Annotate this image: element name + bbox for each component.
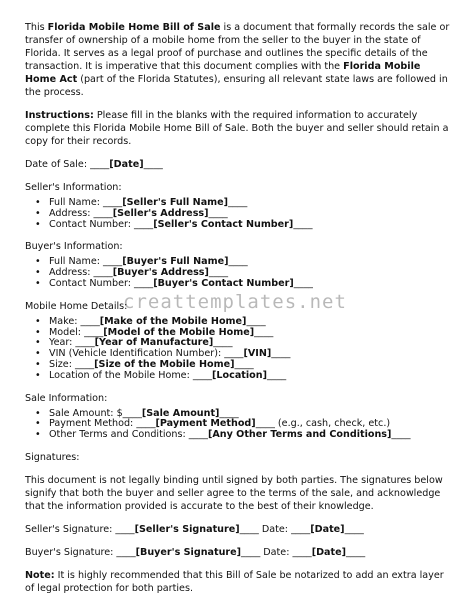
item-field: [Seller's Full Name]: [122, 197, 229, 208]
item-label: Full Name: ____: [49, 197, 123, 208]
seller-date-label: ____ Date: ____: [239, 523, 311, 535]
buyer-heading: Buyer's Information:: [25, 241, 123, 253]
list-item: [35, 279, 451, 290]
sale-heading: Sale Information:: [25, 392, 108, 404]
signatures-heading: Signatures:: [25, 451, 80, 463]
item-label: Address: ____: [49, 207, 113, 219]
item-tail: ____: [234, 358, 254, 370]
item-field: [Make of the Mobile Home]: [99, 315, 247, 327]
item-tail: ____: [208, 267, 229, 279]
sale-list: [25, 409, 451, 441]
item-label: Contact Number: ____: [49, 218, 154, 230]
item-field: [Location]: [212, 369, 267, 381]
item-tail: ____ (e.g., cash, check, etc.): [255, 418, 391, 430]
buyer-signature-label: Buyer's Signature: ____: [25, 546, 136, 558]
intro-paragraph: [25, 21, 451, 99]
item-label: Location of the Mobile Home: ____: [49, 369, 213, 381]
item-label: Sale Amount: $____: [49, 407, 142, 419]
list-item: [35, 371, 451, 382]
item-label: VIN (Vehicle Identification Number): ____: [49, 348, 244, 360]
item-field: [Buyer's Full Name]: [122, 256, 229, 268]
item-field: [Year of Manufacture]: [94, 337, 214, 349]
buyer-signature-line: [25, 546, 451, 559]
intro-act-name: Florida Mobile Home Act: [25, 61, 421, 85]
intro-text-2: is a document that formally records the sale or transfer of ownership of a mobile home from the seller to the buyer in the state of Florida. It serves as a legal proof of purchase and outlines the specific details of the transaction. It is imperative that this document complies with the: [25, 22, 450, 72]
seller-date-tail: ____: [344, 523, 364, 535]
mobile-home-list: [25, 317, 451, 382]
signatures-text: This document is not legally binding until signed by both parties. The signatures below signify that both the buyer and seller agree to the terms of the sale, and acknowledge that the information provided is accurate to the best of their knowledge.: [25, 474, 443, 512]
mobile-home-heading: Mobile Home Details:: [25, 300, 128, 312]
item-field: [VIN]: [243, 348, 272, 360]
item-field: [Payment Method]: [155, 418, 256, 430]
seller-heading: Seller's Information:: [25, 182, 122, 193]
intro-text-1: This: [25, 22, 48, 33]
item-label: Make: ____: [49, 315, 100, 327]
note-text: It is highly recommended that this Bill of Sale be notarized to add an extra layer of legal protection for both parties.: [25, 569, 444, 594]
item-tail: ____: [228, 256, 248, 268]
item-tail: ____: [254, 326, 274, 338]
buyer-date-tail: ____: [346, 546, 366, 558]
item-field: [Seller's Address]: [112, 207, 209, 219]
item-label: Full Name: ____: [49, 256, 123, 268]
buyer-list: [25, 257, 451, 289]
intro-text-3: (part of the Florida Statutes), ensuring all relevant state laws are followed in the process.: [25, 74, 448, 98]
item-label: Year: ____: [49, 337, 95, 349]
list-item: [35, 430, 451, 441]
item-field: [Sale Amount]: [141, 407, 220, 419]
item-field: [Buyer's Contact Number]: [153, 277, 294, 289]
item-tail: ____: [208, 207, 228, 219]
date-of-sale-line: [25, 158, 451, 171]
buyer-date-field: [Date]: [311, 546, 346, 558]
list-item: [35, 220, 451, 231]
item-field: [Buyer's Address]: [112, 267, 209, 279]
item-tail: ____: [246, 315, 266, 327]
note-paragraph: [25, 569, 451, 595]
buyer-date-label: ____ Date: ____: [241, 546, 312, 558]
seller-signature-label: Seller's Signature: ____: [25, 523, 135, 535]
note-label: Note:: [25, 569, 55, 581]
instructions-paragraph: [25, 109, 451, 148]
item-label: Other Terms and Conditions: ____: [49, 429, 208, 441]
item-label: Size: ____: [49, 358, 95, 370]
date-of-sale-label: Date of Sale: ____: [25, 159, 110, 170]
item-field: [Any Other Terms and Conditions]: [207, 429, 392, 441]
item-label: Contact Number: ____: [49, 277, 154, 289]
item-tail: ____: [271, 348, 291, 360]
buyer-signature-field: [Buyer's Signature]: [135, 546, 242, 558]
date-of-sale-tail: ____: [143, 159, 163, 170]
item-field: [Size of the Mobile Home]: [94, 358, 235, 370]
seller-signature-field: [Seller's Signature]: [134, 523, 240, 535]
seller-date-field: [Date]: [310, 523, 345, 535]
item-tail: ____: [228, 197, 248, 208]
date-of-sale-field: [Date]: [109, 159, 144, 170]
item-label: Address: ____: [49, 267, 113, 279]
item-label: Model: ____: [49, 326, 104, 338]
item-tail: ____: [293, 218, 313, 230]
watermark: creattemplates.net: [123, 291, 347, 313]
seller-signature-line: [25, 523, 451, 536]
seller-list: [25, 198, 451, 230]
item-field: [Seller's Contact Number]: [153, 218, 294, 230]
instructions-label: Instructions:: [25, 110, 94, 121]
item-tail: ____: [219, 407, 239, 419]
intro-doc-title: Florida Mobile Home Bill of Sale: [47, 22, 221, 33]
item-tail: ____: [391, 429, 411, 441]
item-tail: ____: [266, 369, 287, 381]
item-label: Payment Method: ____: [49, 418, 156, 430]
item-tail: ____: [293, 277, 313, 289]
item-field: [Model of the Mobile Home]: [103, 326, 255, 338]
item-tail: ____: [213, 337, 233, 349]
instructions-text: Please fill in the blanks with the required information to accurately complete this Florida Mobile Home Bill of Sale. Both the buyer and seller should retain a copy for their records.: [25, 110, 449, 147]
